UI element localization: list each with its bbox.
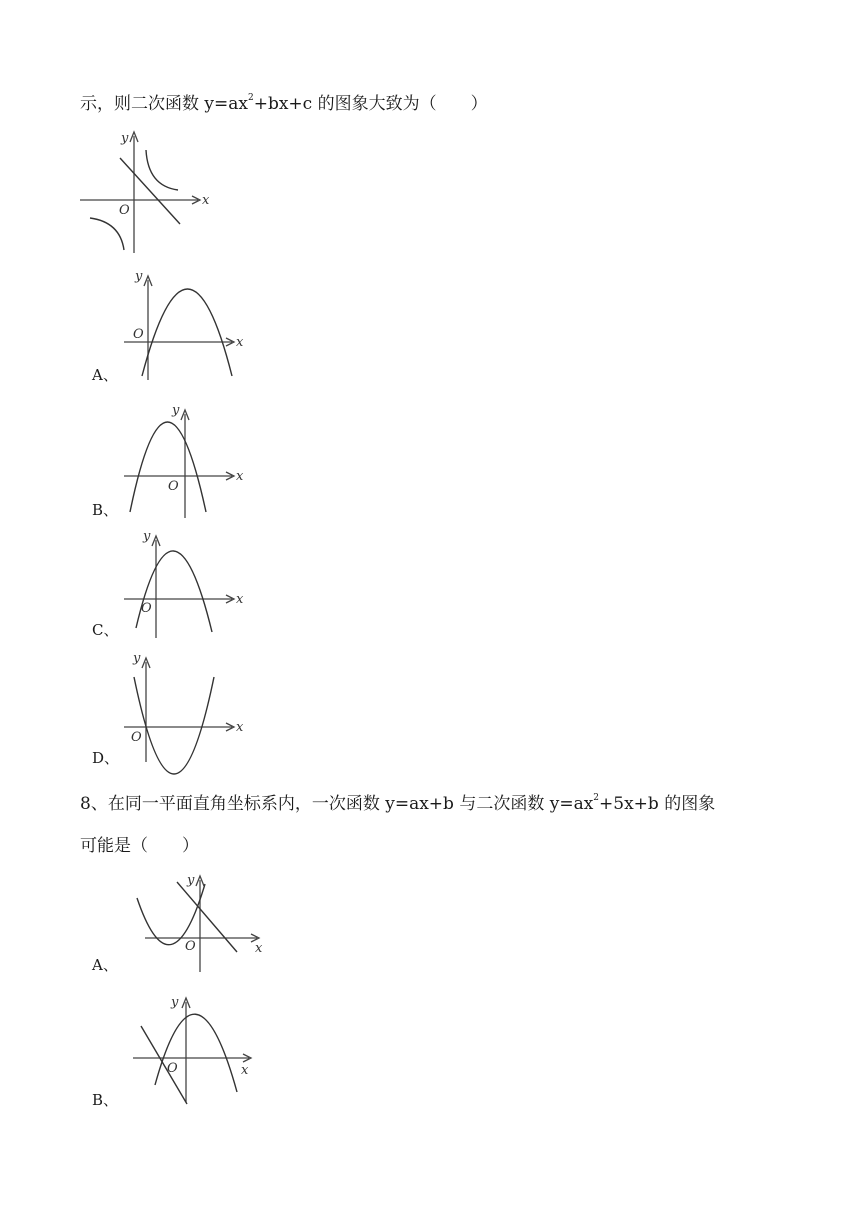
q8-stem-text-end: +5x+b 的图象 [599, 794, 716, 814]
parabola [155, 1014, 237, 1092]
q7-option-b-label[interactable]: B、 [92, 501, 119, 519]
x-axis-label: x [202, 193, 210, 208]
origin-label: O [141, 601, 152, 616]
q8-stem-text: 8、在同一平面直角坐标系内，一次函数 y=ax+b 与二次函数 y=ax [80, 794, 594, 814]
hyperbola-branch-upper [146, 150, 178, 190]
q7-option-c-graph[interactable] [120, 528, 245, 640]
q8-stem-line1 [80, 793, 716, 814]
q8-option-a-graph[interactable] [135, 868, 270, 978]
q8-stem-line2: 可能是（ ） [80, 836, 199, 856]
x-axis-label: x [236, 335, 244, 350]
origin-label: O [185, 939, 196, 954]
x-axis-label: x [236, 720, 244, 735]
q7-option-b-graph[interactable] [120, 402, 245, 520]
y-axis-label: y [171, 995, 179, 1010]
q7-option-a-graph[interactable] [120, 268, 245, 383]
q7-stem [80, 93, 488, 114]
parabola [130, 422, 206, 512]
q8-option-b-graph[interactable] [125, 990, 260, 1108]
y-axis-label: y [187, 873, 195, 888]
y-axis-label: y [121, 131, 129, 146]
q8-option-b-label[interactable]: B、 [92, 1091, 119, 1109]
hyperbola-branch-lower [90, 218, 124, 250]
q7-given-figure [80, 128, 220, 258]
q8-option-a-label[interactable]: A、 [92, 956, 118, 974]
x-axis-label: x [236, 592, 244, 607]
y-axis-label: y [133, 651, 141, 666]
q7-option-d-label[interactable]: D、 [92, 749, 120, 767]
linear-graph [141, 1026, 187, 1104]
q7-option-c-label[interactable]: C、 [92, 621, 119, 639]
q7-option-a-label[interactable]: A、 [92, 366, 118, 384]
x-axis-label: x [236, 469, 244, 484]
x-axis-label: x [241, 1063, 249, 1078]
origin-label: O [168, 479, 179, 494]
y-axis-label: y [143, 529, 151, 544]
y-axis-label: y [172, 403, 180, 418]
q7-option-d-graph[interactable] [120, 650, 245, 770]
q8-stem-exponent: 2 [593, 793, 600, 804]
y-axis-label: y [135, 269, 143, 284]
parabola [136, 551, 212, 632]
parabola [137, 884, 205, 945]
parabola [142, 289, 232, 376]
origin-label: O [131, 730, 142, 745]
q7-stem-text: 示，则二次函数 y=ax [80, 94, 248, 114]
q7-stem-text-end: +bx+c 的图象大致为（ ） [253, 94, 488, 114]
origin-label: O [133, 327, 144, 342]
origin-label: O [119, 203, 130, 218]
x-axis-label: x [255, 941, 263, 956]
q7-stem-exponent: 2 [247, 93, 254, 104]
origin-label: O [167, 1061, 178, 1076]
